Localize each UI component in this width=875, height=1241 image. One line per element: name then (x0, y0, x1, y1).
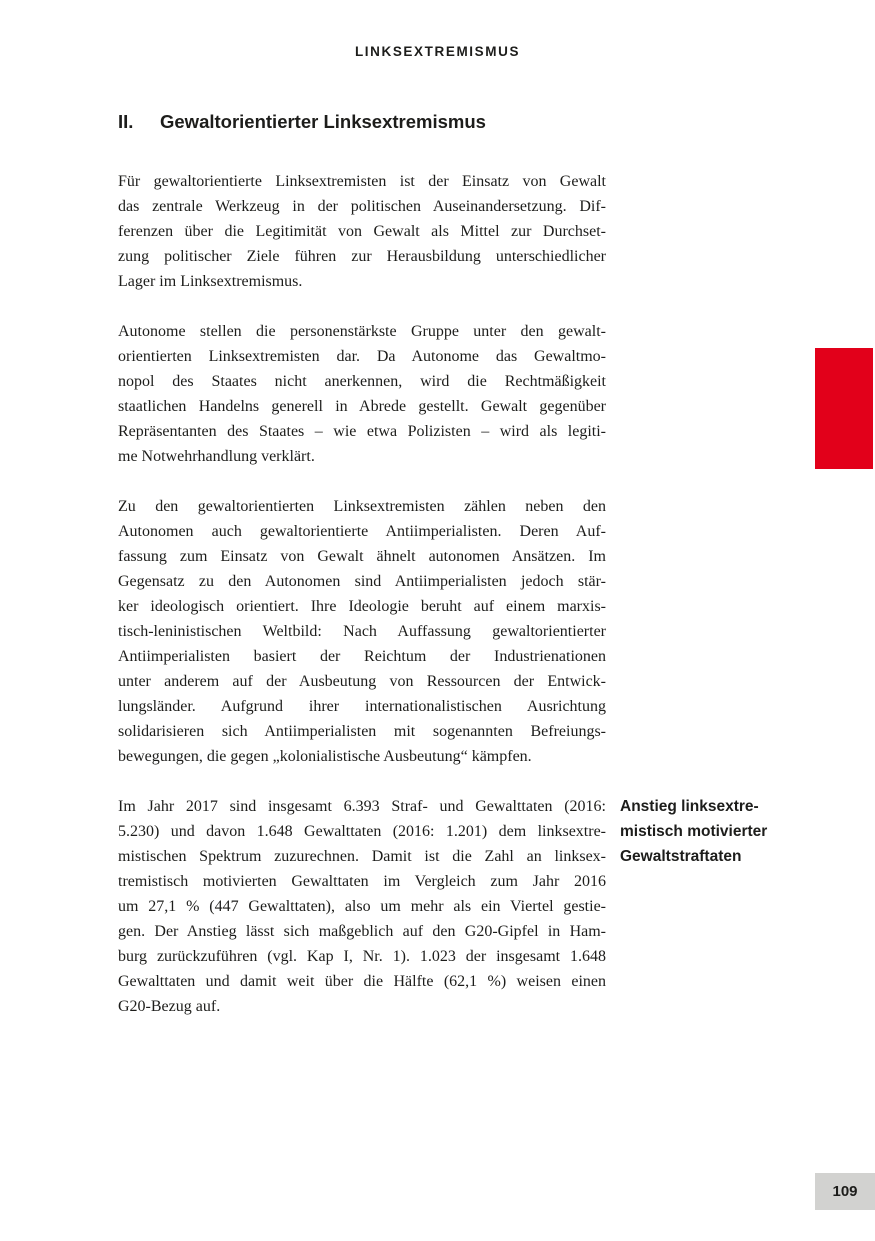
chapter-tab-marker (815, 348, 873, 469)
paragraph (118, 319, 606, 469)
page-number-badge (815, 1173, 875, 1210)
text-line: Autonome stellen die personenstärkste Gruppe unter den gewalt- (118, 323, 606, 340)
running-header: LINKSEXTREMISMUS (354, 44, 521, 59)
text-line: Im Jahr 2017 sind insgesamt 6.393 Straf- und Gewalttaten (2016: (118, 798, 606, 815)
text-line: mistisch motivierter (620, 823, 768, 840)
paragraph (118, 794, 606, 1019)
text-line: Autonomen auch gewaltorientierte Antiimperialisten. Deren Auf- (118, 523, 606, 540)
section-heading (118, 111, 638, 133)
text-line: Für gewaltorientierte Linksextremisten ist der Einsatz von Gewalt (118, 173, 606, 190)
text-line: Lager im Linksextremismus. (118, 273, 303, 290)
text-line: Gewalttaten und damit weit über die Hälfte (62,1 %) weisen einen (118, 973, 606, 990)
section-number: II. (118, 111, 134, 132)
text-line: G20-Bezug auf. (118, 998, 221, 1015)
text-line: unter anderem auf der Ausbeutung von Ressourcen der Entwick- (118, 673, 606, 690)
text-line: mistischen Spektrum zuzurechnen. Damit ist die Zahl an linksex- (118, 848, 606, 865)
text-line: das zentrale Werkzeug in der politischen Auseinandersetzung. Dif- (118, 198, 606, 215)
page-number: 109 (832, 1183, 858, 1200)
text-line: Antiimperialisten basiert der Reichtum der Industrienationen (118, 648, 606, 665)
text-line: fassung zum Einsatz von Gewalt ähnelt autonomen Ansätzen. Im (118, 548, 606, 565)
text-line: 5.230) und davon 1.648 Gewalttaten (2016: 1.201) dem linksextre- (118, 823, 606, 840)
text-line: Gewaltstraftaten (620, 848, 742, 865)
text-line: Zu den gewaltorientierten Linksextremisten zählen neben den (118, 498, 606, 515)
paragraph (118, 169, 606, 294)
paragraph (118, 494, 606, 769)
margin-note (620, 794, 820, 869)
text-line: nopol des Staates nicht anerkennen, wird die Rechtmäßigkeit (118, 373, 606, 390)
text-line: um 27,1 % (447 Gewalttaten), also um mehr als ein Viertel gestie- (118, 898, 606, 915)
text-line: staatlichen Handelns generell in Abrede gestellt. Gewalt gegenüber (118, 398, 606, 415)
section-title: Gewaltorientierter Linksextremismus (160, 111, 486, 132)
body-text-column (118, 169, 606, 1044)
text-line: tremistisch motivierten Gewalttaten im Vergleich zum Jahr 2016 (118, 873, 606, 890)
text-line: ker ideologisch orientiert. Ihre Ideologie beruht auf einem marxis- (118, 598, 606, 615)
text-line: Repräsentanten des Staates – wie etwa Polizisten – wird als legiti- (118, 423, 606, 440)
text-line: Gegensatz zu den Autonomen sind Antiimperialisten jedoch stär- (118, 573, 606, 590)
text-line: lungsländer. Aufgrund ihrer internationalistischen Ausrichtung (118, 698, 606, 715)
text-line: Anstieg linksextre- (620, 798, 759, 815)
text-line: ferenzen über die Legitimität von Gewalt als Mittel zur Durchset- (118, 223, 606, 240)
text-line: tisch-leninistischen Weltbild: Nach Auffassung gewaltorientierter (118, 623, 606, 640)
text-line: orientierten Linksextremisten dar. Da Autonome das Gewaltmo- (118, 348, 606, 365)
text-line: bewegungen, die gegen „kolonialistische Ausbeutung“ kämpfen. (118, 748, 532, 765)
text-line: solidarisieren sich Antiimperialisten mit sogenannten Befreiungs- (118, 723, 606, 740)
text-line: me Notwehrhandlung verklärt. (118, 448, 315, 465)
text-line: burg zurückzuführen (vgl. Kap I, Nr. 1). 1.023 der insgesamt 1.648 (118, 948, 606, 965)
text-line: zung politischer Ziele führen zur Herausbildung unterschiedlicher (118, 248, 606, 265)
text-line: gen. Der Anstieg lässt sich maßgeblich auf den G20-Gipfel in Ham- (118, 923, 606, 940)
